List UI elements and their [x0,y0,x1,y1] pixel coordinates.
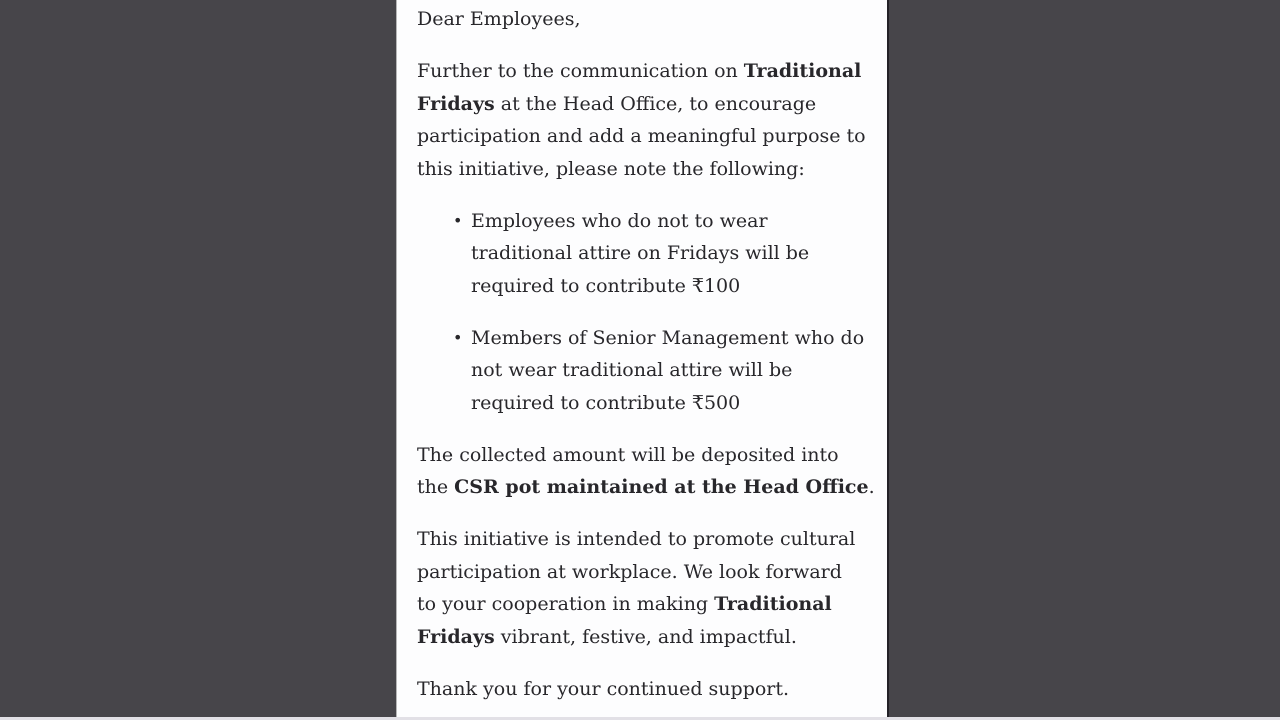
document-content [417,3,875,705]
text-run: at the Head Office, to encourage [494,92,817,115]
text-line [417,621,867,654]
text-line [471,387,867,420]
text-line [471,322,867,355]
text-run: Thank you for your continued support. [417,677,790,700]
document-page [396,0,889,720]
text-run: participation and add a meaningful purpose to [417,125,866,147]
text-line [417,88,867,121]
text-run: traditional attire on Fridays will be [471,242,810,264]
text-line [417,439,867,472]
text-run: Dear Employees, [417,8,581,30]
text-run: . [868,476,875,498]
text-run: to your cooperation in making [417,593,715,615]
text-run: required to contribute ₹100 [471,274,741,297]
text-line [471,205,867,238]
text-run: Members of Senior Management who do [471,326,865,349]
bullet-icon: • [453,210,463,230]
paragraph-thanks [417,673,867,706]
text-line [417,153,867,186]
text-line [417,588,867,621]
bullet-bullet-senior-management [417,322,867,420]
text-line [417,673,867,706]
text-line [417,556,867,589]
bullet-text [471,322,867,420]
text-run: the [417,476,455,498]
text-run: Fridays [417,625,495,648]
text-line [471,237,867,270]
text-line [417,523,867,556]
bullet-text [471,205,867,303]
text-line [417,55,867,88]
text-line [417,120,867,153]
text-run: Fridays [417,92,495,115]
paragraph-intro [417,55,867,185]
text-run: vibrant, festive, and impactful. [494,625,797,648]
text-run: Traditional [714,593,832,615]
paragraph-closing [417,523,867,653]
text-run: required to contribute ₹500 [471,391,741,414]
text-run: not wear traditional attire will be [471,359,793,381]
text-run: CSR pot maintained at the Head Office [454,476,869,498]
text-line [417,3,867,36]
text-line [471,270,867,303]
text-run: Employees who do not to wear [471,209,768,232]
text-run: The collected amount will be deposited into [417,443,839,466]
text-line [471,354,867,387]
paragraph-salutation [417,3,867,36]
bullet-icon: • [453,327,463,347]
bullet-bullet-employees [417,205,867,303]
text-run: Traditional [743,60,862,82]
text-run: This initiative is intended to promote cultural [417,528,856,550]
text-run: this initiative, please note the following: [417,157,805,180]
text-line [417,471,875,504]
paragraph-csr-pot [417,439,875,504]
text-run: participation at workplace. We look forward [417,560,842,583]
text-run: Further to the communication on [417,60,744,82]
